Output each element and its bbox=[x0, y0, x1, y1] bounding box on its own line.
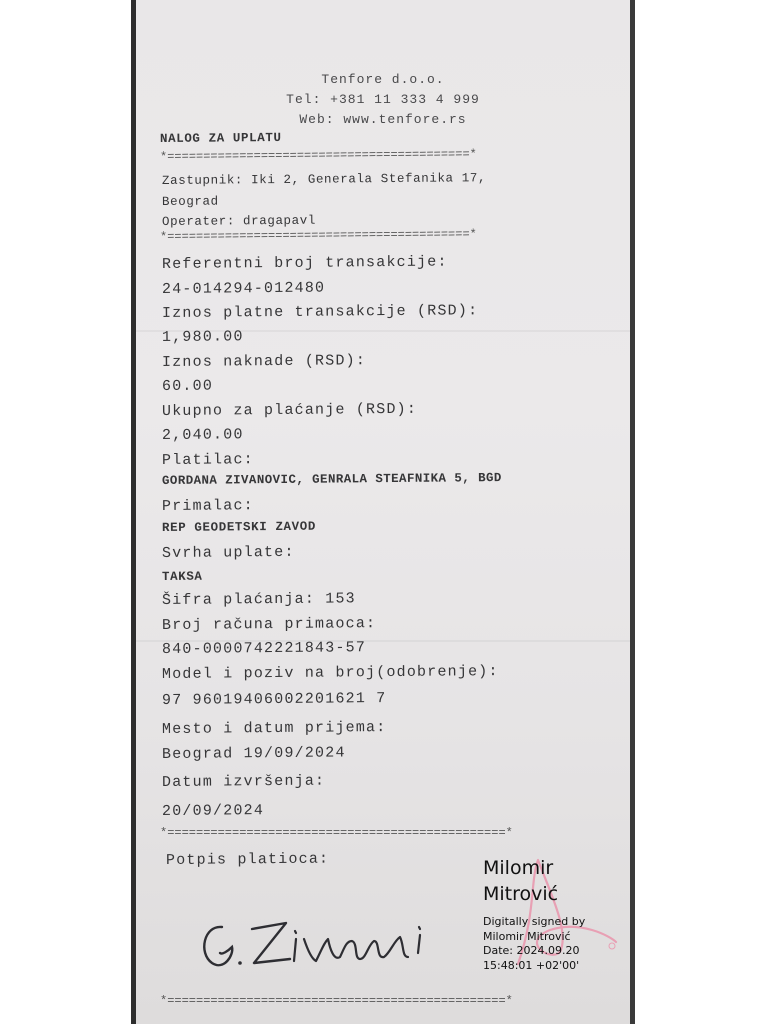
account-value: 840-0000742221843-57 bbox=[161, 639, 367, 658]
document-title: NALOG ZA UPLATU bbox=[159, 130, 282, 146]
separator: *===============================================* bbox=[160, 994, 513, 1008]
digital-signature-details bbox=[483, 915, 585, 973]
field-value: 1,980.00 bbox=[161, 328, 244, 346]
field-label: Primalac: bbox=[161, 497, 254, 515]
signature-label: Potpis platioca: bbox=[165, 850, 330, 869]
agent-address: Zastupnik: Iki 2, Generala Stefanika 17, bbox=[161, 171, 487, 188]
digital-signer-last-name: Mitrović bbox=[483, 883, 559, 905]
field-value: 60.00 bbox=[161, 377, 214, 395]
field-label: Referentni broj transakcije: bbox=[161, 253, 448, 273]
signature-date: Date: 2024.09.20 bbox=[483, 944, 580, 957]
digital-signer-name bbox=[483, 855, 558, 907]
exec-value: 20/09/2024 bbox=[161, 802, 265, 820]
field-value: 2,040.00 bbox=[161, 426, 244, 444]
signer-name-text: Milomir Mitrović bbox=[483, 929, 571, 943]
handwritten-signature bbox=[194, 905, 454, 985]
model-value: 97 96019406002201621 7 bbox=[161, 690, 387, 709]
field-label: Platilac: bbox=[161, 451, 254, 469]
place-label: Mesto i datum prijema: bbox=[161, 719, 387, 738]
field-label: Ukupno za plaćanje (RSD): bbox=[161, 400, 418, 420]
field-label: Iznos naknade (RSD): bbox=[161, 352, 367, 371]
field-label: Iznos platne transakcije (RSD): bbox=[161, 302, 479, 322]
separator: *===============================================* bbox=[160, 826, 513, 840]
purpose-value: TAKSA bbox=[161, 569, 203, 584]
separator: *==========================================* bbox=[159, 147, 477, 164]
digital-signer-first-name: Milomir bbox=[483, 857, 554, 879]
agent-city: Beograd bbox=[161, 194, 219, 209]
signed-by-text: Digitally signed by bbox=[483, 915, 586, 928]
payer-value: GORDANA ZIVANOVIC, GENRALA STEAFNIKA 5, BGD bbox=[161, 471, 502, 488]
place-value: Beograd 19/09/2024 bbox=[161, 744, 346, 763]
background-left bbox=[0, 0, 133, 1024]
separator: *==========================================* bbox=[159, 227, 477, 244]
signature-time: 15:48:01 +02'00' bbox=[483, 958, 580, 972]
exec-label: Datum izvršenja: bbox=[161, 772, 326, 791]
recipient-value: REP GEODETSKI ZAVOD bbox=[161, 519, 316, 535]
field-label: Svrha uplate: bbox=[161, 543, 295, 562]
digital-signature-block bbox=[483, 855, 633, 985]
company-web: Web: www.tenfore.rs bbox=[299, 112, 467, 127]
field-value: 24-014294-012480 bbox=[161, 279, 326, 298]
company-name: Tenfore d.o.o. bbox=[321, 72, 445, 87]
operator: Operater: dragapavl bbox=[161, 213, 316, 229]
company-phone: Tel: +381 11 333 4 999 bbox=[286, 92, 480, 107]
model-label: Model i poziv na broj(odobrenje): bbox=[161, 663, 499, 683]
payment-code: Šifra plaćanja: 153 bbox=[161, 590, 356, 609]
account-label: Broj računa primaoca: bbox=[161, 615, 377, 634]
